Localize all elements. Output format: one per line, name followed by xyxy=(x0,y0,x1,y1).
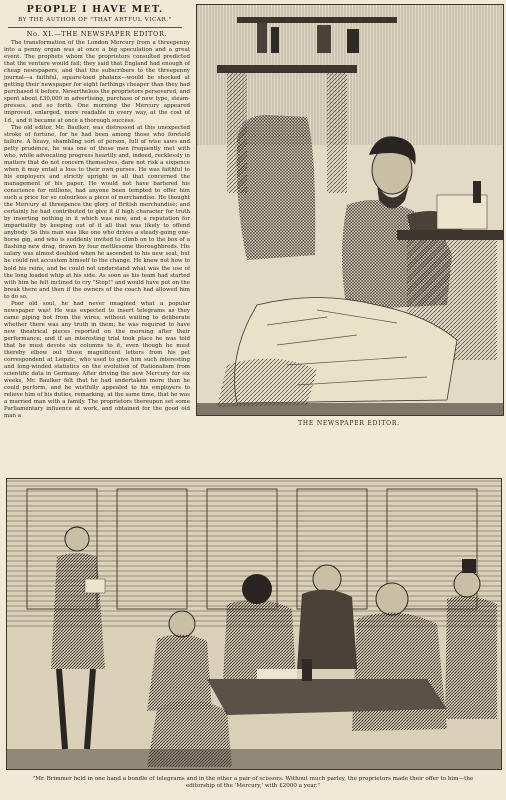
editor-engraving xyxy=(196,4,504,416)
masthead-rule xyxy=(8,27,182,28)
meeting-engraving xyxy=(6,478,502,770)
meeting-caption: "Mr. Brimmer held in one hand a bundle of telegrams and in the other a pair of scissors. Without much parley, the proprietors made their offer to him—the editorship of the 'Mercury,' with £2000 a year." xyxy=(32,776,474,789)
section-heading: No. XI.—THE NEWSPAPER EDITOR. xyxy=(26,30,168,38)
article-body xyxy=(4,40,190,480)
editor-illustration xyxy=(197,5,503,415)
article-paragraph: Poor old soul, he had never imagined what a popular newspaper was! He was expected to insert telegrams as they came piping hot from the wires, without waiting to deliberate whether there was any truth in them; he was required to have new theatrical pieces reported on the morning after their performance; and if an interesting trial took place he was told that he must devote six columns to it, even though he must thereby elbow out those magnificent letters from his pet correspondent at Leipzic, who used to give him such interesting and long-winded statistics on the evolution of Rationalism from scientific data in Germany. After driving the new Mercury for six weeks, Mr. Baulker felt that he had undertaken more than he could perform, and he wistfully appealed to his employers to relieve him of his duties, remarking, at the same time, that he was a married man with a family. The proprietors thereupon set some Parliamentary influence at work, and obtained for the good old man a xyxy=(4,300,190,420)
page-title: PEOPLE I HAVE MET. xyxy=(26,4,164,15)
editor-caption: THE NEWSPAPER EDITOR. xyxy=(298,420,400,427)
masthead xyxy=(0,4,190,28)
article-paragraph: The old editor, Mr. Baulker, was distressed at this unexpected stroke of fortune, for he had been among those who foretold failure. A heavy, shambling sort of person, full of wise saws and petty prudence, he was one of those men frequently met with who, while advocating progress heartily and, indeed, recklessly in matters that do not concern themselves, dare not risk a sixpence when it may entail a loss to their own purses. He was faithful to his employers and strictly upright in all that concerned the management of his paper. He would not have bartered his conscience for millions, had anyone been tempted to offer him such a price for so colourless a piece of merchandise. He thought the Mercury at threepence the glory of British merchandise; and certainly he had contributed to give it if high character for truth by inserting nothing in it which was new, and a reputation for impartiality by keeping out of it all that was likely to offend anybody. So this man was like one who drives a steady-going one-horse gig, and who is suddenly invited to climb on to the box of a flashing new drag, drawn by four mettlesome thoroughbreds. His salary was almost doubled when he ascended to his new seat, but he could not accustom himself to the change. He knew not how to hold his reins, and he could not understand what was the use of the long loaded whip at his side. As soon as his team had started with him he felt inclined to cry "Stop!" and would have put on the break there and then if the owners of the coach had allowed him to do so. xyxy=(4,124,190,300)
byline: BY THE AUTHOR OF "THAT ARTFUL VICAR." xyxy=(18,17,172,23)
meeting-illustration xyxy=(7,479,501,769)
article-paragraph: The transformation of the London Mercury from a threepenny into a penny organ was at once a big speculation and a great event. The prophets whom the proprietors consulted predicted that the venture would fail; they said that England had enough of cheap newspapers, and that the subscribers to the threepenny journal—a faithful, square-toed phalanx—would be shocked at getting their newspaper for eight farthings cheaper than they had purchased it before. Nevertheless the proprietors persevered, and spent about £30,000 in advertising, purchase of new type, steam-presses, and so forth. One morning the Mercury appeared improved, enlarged, more readable in every way, at the cost of 1d., and it became at once a thorough success. xyxy=(4,40,190,124)
